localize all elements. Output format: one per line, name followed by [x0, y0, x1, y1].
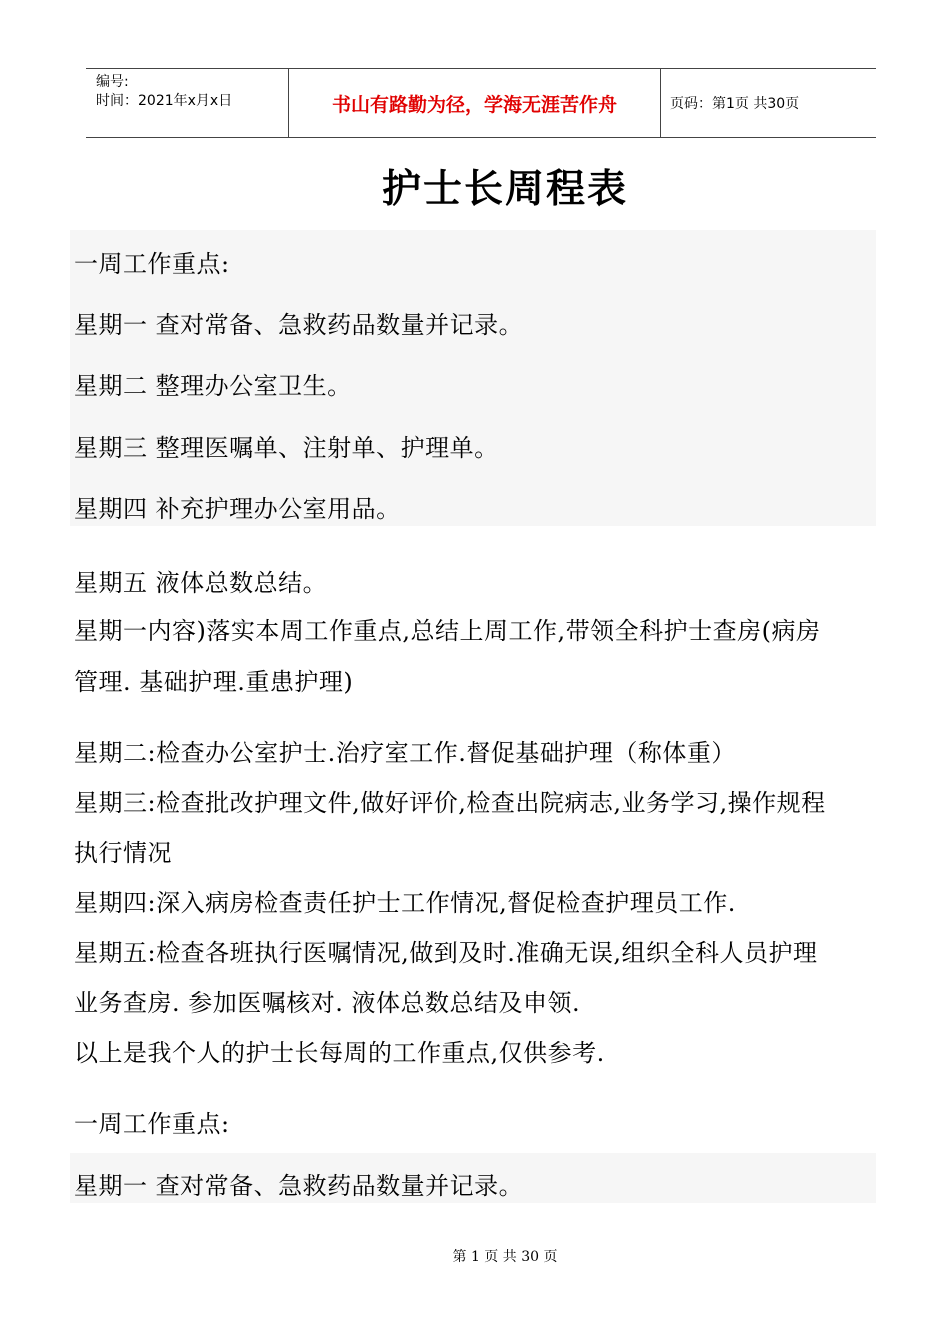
content-line: 星期一内容)落实本周工作重点,总结上周工作,带领全科护士查房(病房 — [74, 617, 821, 645]
header-meta — [86, 69, 288, 137]
number-label: 编号: — [96, 74, 129, 90]
content-line: 业务查房. 参加医嘱核对. 液体总数总结及申领. — [74, 989, 581, 1017]
schedule-line: 星期五 液体总数总结。 — [74, 569, 328, 597]
schedule-line: 星期二 整理办公室卫生。 — [74, 372, 352, 400]
header-page-info: 页码：第1页 共30页 — [670, 96, 800, 112]
section-heading: 一周工作重点: — [74, 250, 230, 278]
content-line: 星期五:检查各班执行医嘱情况,做到及时.准确无误,组织全科人员护理 — [74, 939, 818, 967]
schedule-line: 星期四 补充护理办公室用品。 — [74, 495, 401, 523]
page-footer: 第 1 页 共 30 页 — [452, 1249, 558, 1265]
section-heading: 一周工作重点: — [74, 1110, 230, 1138]
content-line: 星期二:检查办公室护士.治疗室工作.督促基础护理（称体重） — [74, 739, 736, 767]
content-line: 管理. 基础护理.重患护理) — [74, 668, 354, 696]
document-title: 护士长周程表 — [381, 166, 628, 212]
content-line: 星期四:深入病房检查责任护士工作情况,督促检查护理员工作. — [74, 889, 736, 917]
schedule-line: 星期一 查对常备、急救药品数量并记录。 — [74, 1172, 524, 1200]
content-line: 执行情况 — [74, 839, 172, 867]
time-label: 时间：2021年x月x日 — [96, 93, 233, 109]
content-line: 星期三:检查批改护理文件,做好评价,检查出院病志,业务学习,操作规程 — [74, 789, 826, 817]
schedule-line: 星期一 查对常备、急救药品数量并记录。 — [74, 311, 524, 339]
header-motto: 书山有路勤为径，学海无涯苦作舟 — [288, 69, 661, 137]
page-header — [86, 68, 876, 138]
content-line: 以上是我个人的护士长每周的工作重点,仅供参考. — [74, 1039, 605, 1067]
schedule-line: 星期三 整理医嘱单、注射单、护理单。 — [74, 434, 499, 462]
